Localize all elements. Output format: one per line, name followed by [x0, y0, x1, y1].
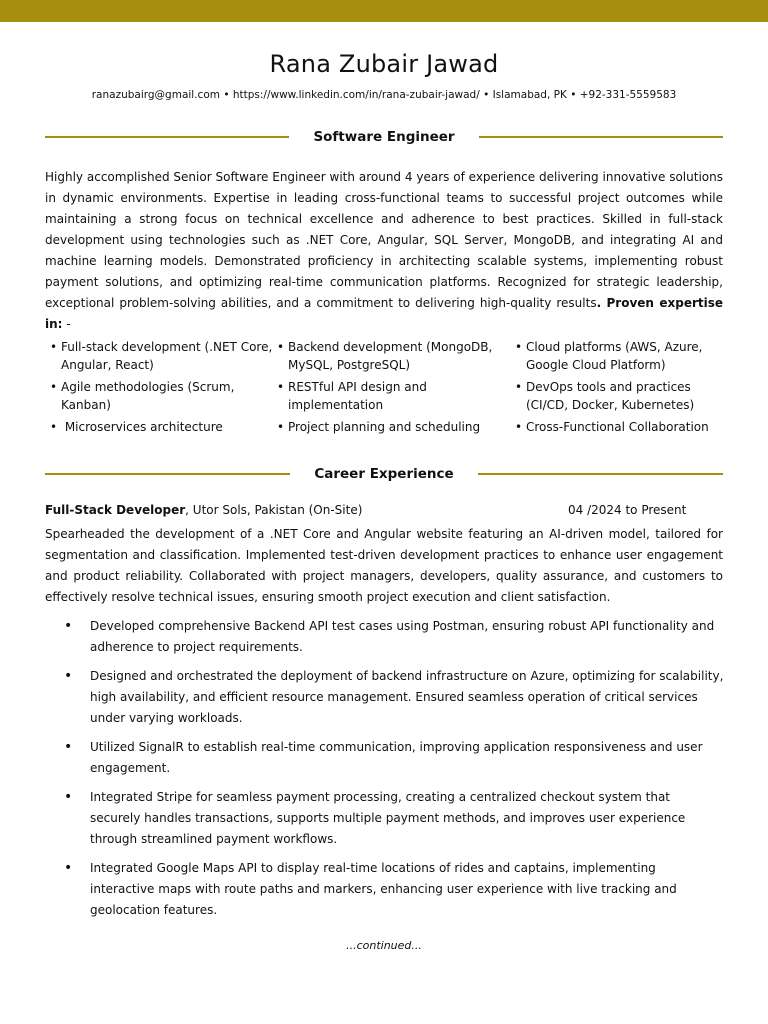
continued-note: ...continued...: [346, 939, 422, 952]
divider-line: [45, 136, 289, 138]
skill-item: • RESTful API design and implementation: [277, 380, 427, 412]
job-achievements: [64, 616, 724, 929]
skill-item: • Full-stack development (.NET Core, Angular, React): [50, 340, 273, 372]
skill-item: • Cloud platforms (AWS, Azure, Google Cloud Platform): [515, 340, 703, 372]
job-dates: 04 /2024 to Present: [568, 503, 687, 517]
bullet-icon: •: [515, 340, 523, 354]
skill-item: • Agile methodologies (Scrum, Kanban): [50, 380, 235, 412]
section-title: Career Experience: [314, 466, 454, 482]
contact-line: ranazubairg@gmail.com • https://www.linkedin.com/in/rana-zubair-jawad/ • Islamabad, PK • +92-331-5559583: [91, 89, 677, 101]
bullet-icon: •: [515, 380, 523, 394]
section-header-summary: [45, 127, 723, 147]
bullet-icon: •: [515, 420, 523, 434]
bullet-icon: •: [64, 618, 73, 634]
bullet-icon: •: [50, 380, 58, 394]
proven-expertise-suffix: -: [62, 317, 71, 331]
section-title: Software Engineer: [313, 129, 455, 145]
job-role: Full-Stack Developer: [45, 503, 186, 517]
skills-grid: [50, 338, 725, 436]
job-description: Spearheaded the development of a .NET Core and Angular website featuring an AI-driven model, tailored for segmentation and classification. Implemented test-driven development practices to enhance user engagement and product reliability. Collaborated with project managers, developers, quality assurance, and customers to effectively resolve technical issues, ensuring smooth project execution and client satisfaction.: [45, 527, 723, 604]
bullet-icon: •: [64, 668, 73, 684]
bullet-icon: •: [50, 340, 58, 354]
job-company: , Utor Sols, Pakistan (On-Site): [185, 503, 363, 517]
divider-line: [45, 473, 290, 475]
section-header-experience: [45, 464, 723, 484]
professional-summary: [45, 167, 723, 335]
bullet-icon: •: [64, 789, 73, 805]
bullet-icon: •: [277, 420, 285, 434]
candidate-name: Rana Zubair Jawad: [269, 50, 499, 78]
skill-item: • DevOps tools and practices (CI/CD, Docker, Kubernetes): [515, 380, 695, 412]
list-item: • Developed comprehensive Backend API test cases using Postman, ensuring robust API functionality and adherence to project requirements.: [64, 616, 724, 658]
list-item: • Designed and orchestrated the deployment of backend infrastructure on Azure, optimizing for scalability, high availability, and efficient resource management. Ensured seamless operation of critical services under varying workloads.: [64, 666, 724, 729]
bullet-icon: •: [277, 380, 285, 394]
skill-item: • Project planning and scheduling: [277, 420, 481, 434]
top-accent-bar: [0, 0, 768, 22]
list-item: • Utilized SignalR to establish real-time communication, improving application responsiveness and user engagement.: [64, 737, 724, 779]
list-item: • Integrated Google Maps API to display real-time locations of rides and captains, implementing interactive maps with route paths and markers, enhancing user experience with live tracking and geolocation features.: [64, 858, 724, 921]
summary-text: Highly accomplished Senior Software Engineer with around 4 years of experience delivering innovative solutions in dynamic environments. Expertise in leading cross-functional teams to successful project outcomes while maintaining a strong focus on technical excellence and adherence to best practices. Skilled in full-stack development using technologies such as .NET Core, Angular, SQL Server, MongoDB, and integrating AI and machine learning models. Demonstrated proficiency in architecting scalable systems, implementing robust payment solutions, and optimizing real-time communication platforms. Recognized for strategic leadership, exceptional problem-solving abilities, and a commitment to delivering high-quality results: [45, 170, 723, 310]
divider-line: [479, 136, 723, 138]
bullet-icon: •: [277, 340, 285, 354]
skill-item: • Microservices architecture: [50, 420, 223, 434]
skill-item: • Cross-Functional Collaboration: [515, 420, 709, 434]
skill-item: • Backend development (MongoDB, MySQL, PostgreSQL): [277, 340, 493, 372]
job-title-company: [45, 503, 362, 517]
bullet-icon: •: [50, 420, 58, 434]
job-header: [45, 503, 723, 517]
divider-line: [478, 473, 723, 475]
bullet-icon: •: [64, 739, 73, 755]
bullet-icon: •: [64, 860, 73, 876]
proven-expertise-label: . Proven expertise in:: [45, 296, 724, 331]
list-item: • Integrated Stripe for seamless payment processing, creating a centralized checkout system that securely handles transactions, supports multiple payment methods, and improves user experience through streamlined payment workflows.: [64, 787, 724, 850]
